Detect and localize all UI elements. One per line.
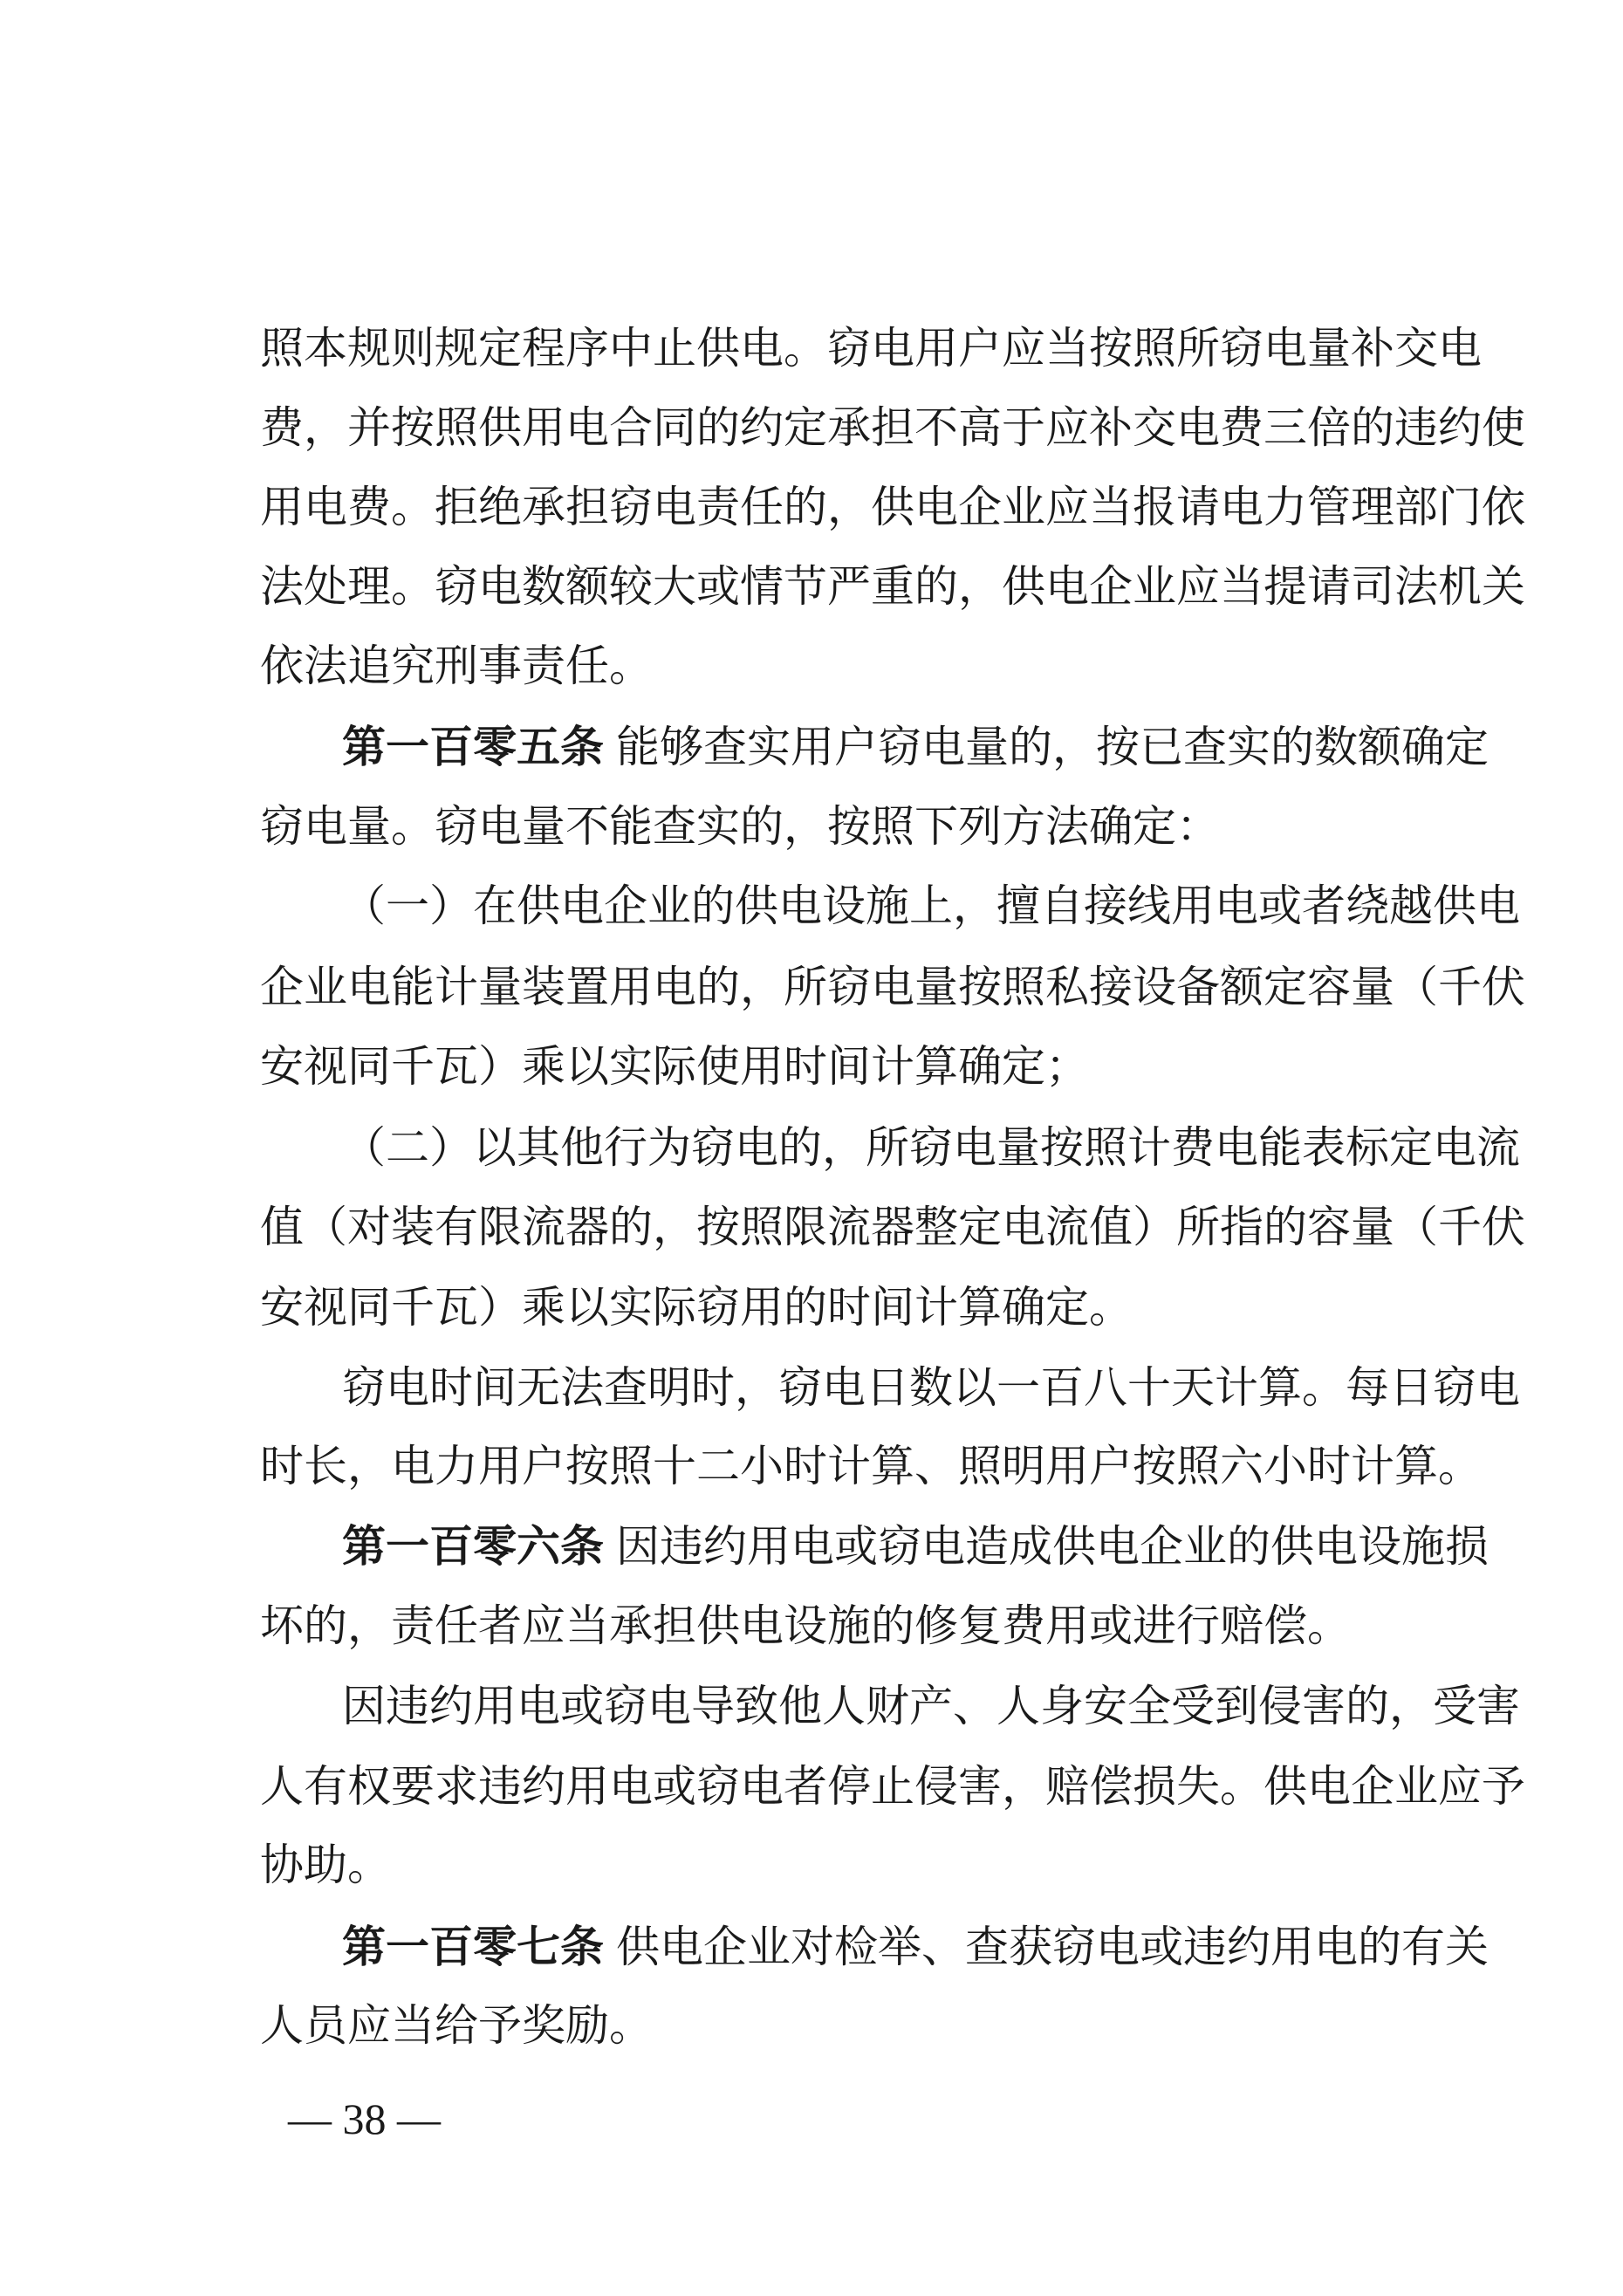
- text-line: [260, 961, 1525, 1013]
- text-line: [260, 1839, 1447, 1891]
- text-line: [260, 640, 1447, 692]
- text-line: [260, 1281, 1447, 1333]
- article-number: 第一百零五条: [342, 722, 604, 772]
- line-text: 窃电量。窃电量不能查实的，按照下列方法确定：: [260, 801, 1220, 852]
- text-line: [260, 1999, 1447, 2052]
- line-text: 能够查实用户窃电量的，按已查实的数额确定: [616, 722, 1489, 772]
- text-line: [260, 800, 1447, 853]
- text-line: [260, 1040, 1447, 1093]
- line-text: 人员应当给予奖励。: [260, 2000, 653, 2051]
- text-line: [342, 1361, 1520, 1414]
- line-text: 依法追究刑事责任。: [260, 641, 653, 691]
- line-text: 因违约用电或窃电导致他人财产、人身安全受到侵害的，受害: [342, 1681, 1520, 1731]
- text-line: [260, 1600, 1447, 1652]
- article-heading-line: [342, 1921, 1489, 1973]
- line-text: 窃电时间无法查明时，窃电日数以一百八十天计算。每日窃电: [342, 1362, 1520, 1413]
- line-text: 法处理。窃电数额较大或情节严重的，供电企业应当提请司法机关: [260, 561, 1525, 612]
- line-text: 企业电能计量装置用电的，所窃电量按照私接设备额定容量（千伏: [260, 962, 1525, 1012]
- line-text: 协助。: [260, 1840, 391, 1890]
- text-line: [260, 1440, 1482, 1492]
- line-text: 供电企业对检举、查获窃电或违约用电的有关: [616, 1922, 1489, 1972]
- line-text: 费，并按照供用电合同的约定承担不高于应补交电费三倍的违约使: [260, 402, 1525, 453]
- text-line: [260, 560, 1525, 613]
- line-text: 因违约用电或窃电造成供电企业的供电设施损: [616, 1521, 1489, 1572]
- article-number: 第一百零七条: [342, 1922, 604, 1972]
- line-text: 人有权要求违约用电或窃电者停止侵害，赔偿损失。供电企业应予: [260, 1761, 1525, 1812]
- text-line: [260, 401, 1525, 454]
- article-heading-line: [342, 1520, 1489, 1573]
- text-line: [342, 1121, 1520, 1174]
- line-text: 安视同千瓦）乘以实际窃用的时间计算确定。: [260, 1282, 1133, 1333]
- line-text: （一）在供电企业的供电设施上，擅自接线用电或者绕越供电: [342, 881, 1520, 931]
- text-line: [260, 481, 1525, 533]
- line-text: 值（对装有限流器的，按照限流器整定电流值）所指的容量（千伏: [260, 1202, 1525, 1252]
- text-line: [260, 1760, 1525, 1813]
- line-text: （二）以其他行为窃电的，所窃电量按照计费电能表标定电流: [342, 1122, 1520, 1173]
- text-line: [260, 322, 1482, 374]
- article-heading-line: [342, 721, 1489, 773]
- line-text: 坏的，责任者应当承担供电设施的修复费用或进行赔偿。: [260, 1600, 1351, 1651]
- line-text: 用电费。拒绝承担窃电责任的，供电企业应当报请电力管理部门依: [260, 482, 1525, 532]
- page-number: — 38 —: [288, 2094, 441, 2143]
- text-line: [342, 1680, 1520, 1732]
- text-line: [342, 880, 1520, 932]
- article-number: 第一百零六条: [342, 1521, 604, 1572]
- line-text: 安视同千瓦）乘以实际使用时间计算确定；: [260, 1041, 1089, 1092]
- line-text: 照本规则规定程序中止供电。窃电用户应当按照所窃电量补交电: [260, 323, 1482, 374]
- text-line: [260, 1201, 1525, 1253]
- line-text: 时长，电力用户按照十二小时计算、照明用户按照六小时计算。: [260, 1441, 1482, 1491]
